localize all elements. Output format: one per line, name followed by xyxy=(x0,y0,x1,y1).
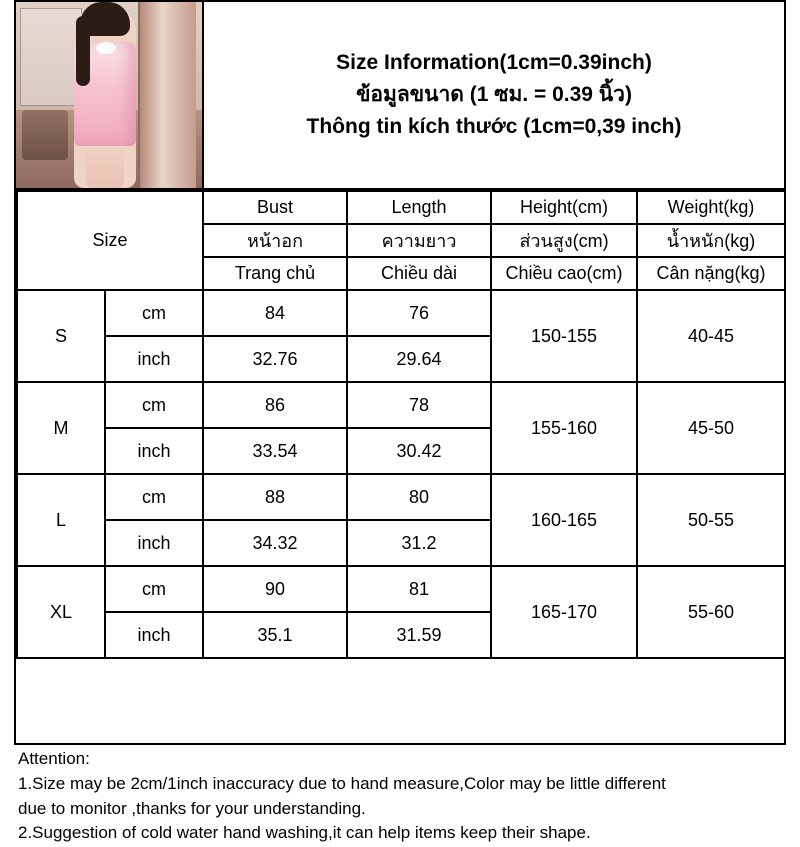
row-size-s: S xyxy=(17,290,105,382)
photo-door xyxy=(138,2,196,188)
photo-model-legs xyxy=(86,144,124,188)
attention-line-3: 2.Suggestion of cold water hand washing,it can help items keep their shape. xyxy=(18,823,591,843)
table-row xyxy=(17,566,785,612)
row-unit-cm: cm xyxy=(105,474,203,520)
row-unit-inch: inch xyxy=(105,428,203,474)
cell-length-cm-m: 78 xyxy=(347,382,491,428)
cell-length-cm-s: 76 xyxy=(347,290,491,336)
header-weight-vi: Cân nặng(kg) xyxy=(637,257,785,290)
cell-bust-inch-xl: 35.1 xyxy=(203,612,347,658)
row-unit-cm: cm xyxy=(105,290,203,336)
title-line-vi: Thông tin kích thước (1cm=0,39 inch) xyxy=(306,115,682,139)
title-line-en: Size Information(1cm=0.39inch) xyxy=(336,50,652,74)
chart-header xyxy=(16,2,784,190)
row-unit-inch: inch xyxy=(105,520,203,566)
header-weight-en: Weight(kg) xyxy=(637,191,785,224)
row-unit-inch: inch xyxy=(105,336,203,382)
cell-height-l: 160-165 xyxy=(491,474,637,566)
photo-dress-bow xyxy=(96,42,116,54)
cell-bust-inch-s: 32.76 xyxy=(203,336,347,382)
header-length-vi: Chiều dài xyxy=(347,257,491,290)
title-line-th: ข้อมูลขนาด (1 ซม. = 0.39 นิ้ว) xyxy=(356,82,632,106)
cell-bust-cm-xl: 90 xyxy=(203,566,347,612)
cell-length-cm-xl: 81 xyxy=(347,566,491,612)
chart-title-block xyxy=(204,2,784,188)
row-unit-inch: inch xyxy=(105,612,203,658)
row-size-m: M xyxy=(17,382,105,474)
size-table xyxy=(16,190,786,659)
cell-bust-cm-m: 86 xyxy=(203,382,347,428)
product-photo-cell xyxy=(16,2,204,188)
cell-bust-inch-m: 33.54 xyxy=(203,428,347,474)
row-size-l: L xyxy=(17,474,105,566)
attention-line-2: due to monitor ,thanks for your understanding. xyxy=(18,798,366,818)
header-bust-th: หน้าอก xyxy=(203,224,347,257)
cell-bust-inch-l: 34.32 xyxy=(203,520,347,566)
cell-height-xl: 165-170 xyxy=(491,566,637,658)
header-size-label: Size xyxy=(17,191,203,290)
cell-bust-cm-s: 84 xyxy=(203,290,347,336)
cell-weight-s: 40-45 xyxy=(637,290,785,382)
cell-height-m: 155-160 xyxy=(491,382,637,474)
header-bust-en: Bust xyxy=(203,191,347,224)
photo-model-hair-strand xyxy=(76,16,90,86)
table-row xyxy=(17,474,785,520)
cell-bust-cm-l: 88 xyxy=(203,474,347,520)
row-size-xl: XL xyxy=(17,566,105,658)
header-length-en: Length xyxy=(347,191,491,224)
table-row xyxy=(17,382,785,428)
cell-weight-l: 50-55 xyxy=(637,474,785,566)
header-height-th: ส่วนสูง(cm) xyxy=(491,224,637,257)
header-height-vi: Chiều cao(cm) xyxy=(491,257,637,290)
cell-weight-xl: 55-60 xyxy=(637,566,785,658)
size-chart xyxy=(14,0,786,745)
cell-length-inch-l: 31.2 xyxy=(347,520,491,566)
attention-line-1: 1.Size may be 2cm/1inch inaccuracy due to hand measure,Color may be little different xyxy=(18,774,666,794)
cell-length-cm-l: 80 xyxy=(347,474,491,520)
header-height-en: Height(cm) xyxy=(491,191,637,224)
row-unit-cm: cm xyxy=(105,566,203,612)
row-unit-cm: cm xyxy=(105,382,203,428)
photo-panel xyxy=(20,8,82,106)
cell-length-inch-s: 29.64 xyxy=(347,336,491,382)
header-length-th: ความยาว xyxy=(347,224,491,257)
attention-block xyxy=(14,748,786,847)
table-header-row-en xyxy=(17,191,785,224)
photo-mirror xyxy=(22,110,68,160)
header-weight-th: น้ำหนัก(kg) xyxy=(637,224,785,257)
cell-height-s: 150-155 xyxy=(491,290,637,382)
table-row xyxy=(17,290,785,336)
cell-length-inch-xl: 31.59 xyxy=(347,612,491,658)
cell-weight-m: 45-50 xyxy=(637,382,785,474)
header-bust-vi: Trang chủ xyxy=(203,257,347,290)
attention-title: Attention: xyxy=(18,749,90,768)
cell-length-inch-m: 30.42 xyxy=(347,428,491,474)
product-photo-image xyxy=(16,2,202,188)
